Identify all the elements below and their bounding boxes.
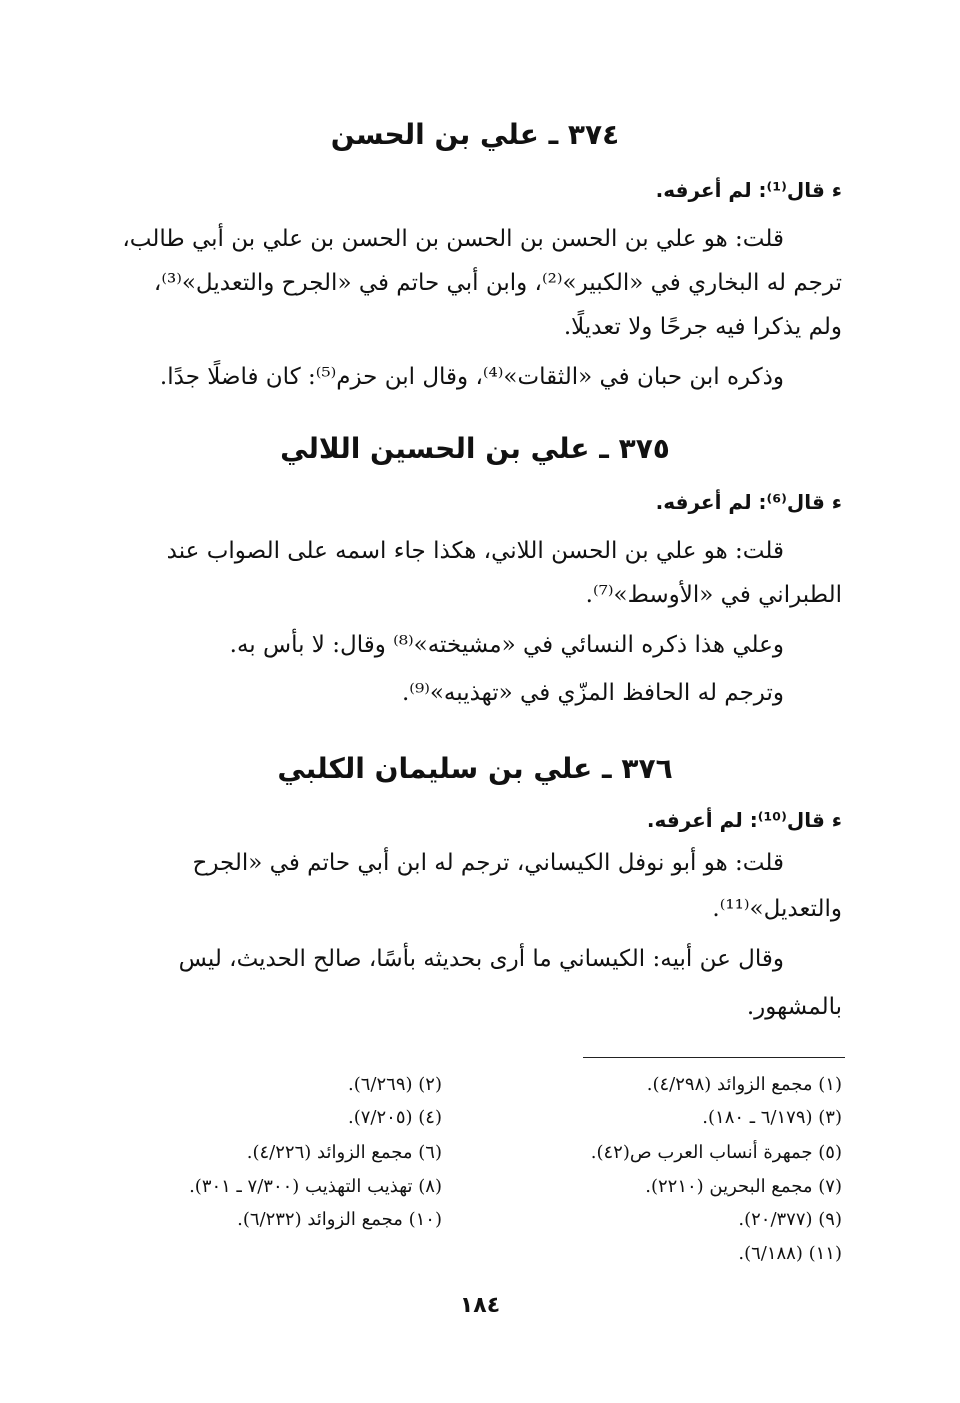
body-line: وترجم له الحافظ المزّي في «تهذيبه»⁽⁹⁾. [402, 680, 784, 706]
qala-line-374: ﺀ قال⁽¹⁾: لم أعرفه. [655, 178, 842, 202]
footnote-7: (٧) مجمع البحرين (٢٢١٠). [645, 1176, 842, 1197]
body-line: وذكره ابن حبان في «الثقات»⁽⁴⁾، وقال ابن حزم⁽⁵⁾: كان فاضلًا جدًا. [159, 364, 784, 390]
body-line: الطبراني في «الأوسط»⁽⁷⁾. [585, 582, 842, 608]
footnote-6: (٦) مجمع الزوائد (٤/٢٢٦). [246, 1142, 442, 1163]
footnote-3: (٣) (٦/١٧٩ ـ ١٨٠). [702, 1107, 842, 1128]
body-line: والتعديل»⁽¹¹⁾. [712, 896, 842, 922]
footnote-10: (١٠) مجمع الزوائد (٦/٢٣٢). [237, 1209, 442, 1230]
qala-line-375: ﺀ قال⁽⁶⁾: لم أعرفه. [655, 490, 842, 514]
body-line: قلت: هو أبو نوفل الكيساني، ترجم له ابن أبي حاتم في «الجرح [192, 850, 784, 876]
body-line: ترجم له البخاري في «الكبير»⁽²⁾، وابن أبي حاتم في «الجرح والتعديل»⁽³⁾، [153, 270, 842, 296]
footnote-2: (٢) (٦/٢٦٩). [348, 1074, 442, 1095]
qala-line-376: ﺀ قال⁽¹⁰⁾: لم أعرفه. [646, 808, 842, 832]
body-line: وقال عن أبيه: الكيساني ما أرى بحديثه بأسًا، صالح الحديث، ليس [178, 946, 784, 972]
body-line: قلت: هو علي بن الحسن اللاني، هكذا جاء اسمه على الصواب عند [166, 538, 784, 564]
footnote-separator [583, 1057, 845, 1058]
body-line: قلت: هو علي بن الحسن بن الحسن بن الحسن بن علي بن أبي طالب، [122, 226, 784, 252]
body-line: وعلي هذا ذكره النسائي في «مشيخته»⁽⁸⁾ وقال: لا بأس به. [229, 632, 784, 658]
entry-heading-374: ٣٧٤ ـ علي بن الحسن [330, 118, 620, 151]
entry-heading-376: ٣٧٦ ـ علي بن سليمان الكلبي [277, 752, 673, 785]
footnote-5: (٥) جمهرة أنساب العرب ص(٤٢). [590, 1142, 842, 1163]
page-number: ١٨٤ [459, 1293, 501, 1318]
footnote-4: (٤) (٧/٢٠٥). [348, 1107, 442, 1128]
footnote-9: (٩) (٢٠/٣٧٧). [738, 1209, 842, 1230]
entry-heading-375: ٣٧٥ ـ علي بن الحسين اللالي [280, 432, 670, 465]
footnote-1: (١) مجمع الزوائد (٤/٢٩٨). [646, 1074, 842, 1095]
footnote-11: (١١) (٦/١٨٨). [738, 1243, 842, 1264]
body-line: ولم يذكرا فيه جرحًا ولا تعديلًا. [563, 314, 842, 340]
footnote-8: (٨) تهذيب التهذيب (٧/٣٠٠ ـ ٣٠١). [189, 1176, 442, 1197]
body-line: بالمشهور. [746, 994, 842, 1020]
